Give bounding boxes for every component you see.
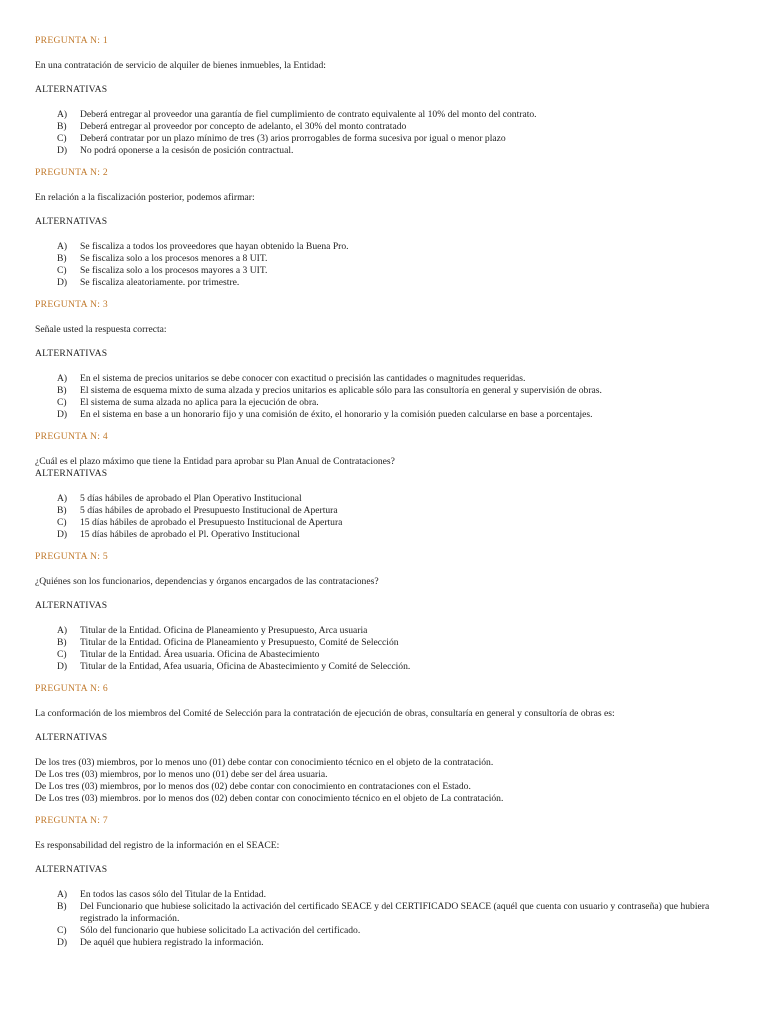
alternative-text: En todos las casos sólo del Titular de la Entidad. bbox=[80, 889, 266, 900]
alternative-item bbox=[57, 661, 748, 673]
alternative-letter: D) bbox=[57, 145, 68, 156]
alternative-item bbox=[57, 901, 748, 925]
alternatives-title: ALTERNATIVAS bbox=[35, 84, 108, 95]
alternative-text: De Los tres (03) miembros. por lo menos dos (02) deben contar con conocimiento técnico en el objeto de La contratación. bbox=[35, 793, 504, 804]
alternative-letter: B) bbox=[57, 253, 67, 264]
alternative-text: El sistema de esquema mixto de suma alzada y precios unitarios es aplicable sólo para las consultoría en general y supervisión de obras. bbox=[80, 385, 602, 396]
question-5 bbox=[35, 551, 748, 673]
question-7 bbox=[35, 815, 748, 949]
alternatives-list bbox=[35, 109, 748, 157]
alternative-letter: A) bbox=[57, 889, 68, 900]
alternatives-title: ALTERNATIVAS bbox=[35, 600, 108, 611]
alternative-text: Titular de la Entidad. Oficina de Planeamiento y Presupuesto, Arca usuaria bbox=[80, 625, 368, 636]
question-text: Es responsabilidad del registro de la información en el SEACE: bbox=[35, 840, 280, 851]
alternatives-title: ALTERNATIVAS bbox=[35, 216, 108, 227]
question-header: PREGUNTA N: 4 bbox=[35, 431, 108, 442]
question-header: PREGUNTA N: 6 bbox=[35, 683, 108, 694]
alternatives-title: ALTERNATIVAS bbox=[35, 468, 108, 479]
question-text: Señale usted la respuesta correcta: bbox=[35, 324, 167, 335]
alternative-text: De aquél que hubiera registrado la información. bbox=[80, 937, 264, 948]
alternative-text: De Los tres (03) miembros, por lo menos dos (02) debe contar con conocimiento en contrataciones con el Estado. bbox=[35, 781, 471, 792]
alternative-text: Titular de la Entidad. Oficina de Planeamiento y Presupuesto, Comité de Selección bbox=[80, 637, 399, 648]
alternative-item bbox=[57, 133, 748, 145]
alternative-item bbox=[57, 241, 748, 253]
alternative-item bbox=[57, 889, 748, 901]
alternative-letter: C) bbox=[57, 133, 67, 144]
alternative-text: De los tres (03) miembros, por lo menos uno (01) debe contar con conocimiento técnico en el objeto de la contratación. bbox=[35, 757, 494, 768]
alternative-item bbox=[57, 925, 748, 937]
alternative-item bbox=[57, 109, 748, 121]
question-text: En relación a la fiscalización posterior, podemos afirmar: bbox=[35, 192, 255, 203]
alternative-item bbox=[57, 385, 748, 397]
question-6 bbox=[35, 683, 748, 805]
alternative-letter: B) bbox=[57, 121, 67, 132]
alternative-item bbox=[57, 409, 748, 421]
alternative-letter: A) bbox=[57, 241, 68, 252]
alternative-letter: A) bbox=[57, 493, 68, 504]
alternative-text: Del Funcionario que hubiese solicitado la activación del certificado SEACE y del CERTIFICADO SEACE (aquél que cuenta con usuario y contraseña) que hubiera registrado la información. bbox=[80, 901, 710, 924]
alternative-item bbox=[57, 625, 748, 637]
question-text: La conformación de los miembros del Comité de Selección para la contratación de ejecución de obras, consultaría en general y consultoría de obras es: bbox=[35, 708, 615, 719]
alternatives-title: ALTERNATIVAS bbox=[35, 348, 108, 359]
alternative-item bbox=[57, 277, 748, 289]
alternative-item bbox=[57, 505, 748, 517]
alternative-letter: D) bbox=[57, 529, 68, 540]
question-text: En una contratación de servicio de alquiler de bienes inmuebles, la Entidad: bbox=[35, 60, 326, 71]
alternative-item bbox=[57, 493, 748, 505]
question-header: PREGUNTA N: 5 bbox=[35, 551, 108, 562]
question-header: PREGUNTA N: 1 bbox=[35, 35, 108, 46]
question-header: PREGUNTA N: 3 bbox=[35, 299, 108, 310]
alternatives-title: ALTERNATIVAS bbox=[35, 732, 108, 743]
alternative-letter: A) bbox=[57, 373, 68, 384]
alternative-letter: C) bbox=[57, 925, 67, 936]
alternative-text: De Los tres (03) miembros, por lo menos uno (01) debe ser del área usuaria. bbox=[35, 769, 328, 780]
alternative-text: No podrá oponerse a la cesisón de posición contractual. bbox=[80, 145, 294, 156]
alternative-item bbox=[57, 265, 748, 277]
alternative-letter: C) bbox=[57, 397, 67, 408]
alternative-text: Se fiscaliza solo a los procesos menores a 8 UIT. bbox=[80, 253, 268, 264]
alternative-text: 5 días hábiles de aprobado el Presupuesto Institucional de Apertura bbox=[80, 505, 338, 516]
alternative-text: Se fiscaliza a todos los proveedores que hayan obtenido la Buena Pro. bbox=[80, 241, 349, 252]
alternatives-list bbox=[35, 493, 748, 541]
alternatives-list bbox=[35, 241, 748, 289]
alternative-letter: D) bbox=[57, 277, 68, 288]
alternative-item bbox=[57, 529, 748, 541]
alternative-item bbox=[57, 145, 748, 157]
alternative-text: Deberá entregar al proveedor por concepto de adelanto, el 30% del monto contratado bbox=[80, 121, 407, 132]
alternative-letter: C) bbox=[57, 649, 67, 660]
alternative-item bbox=[57, 397, 748, 409]
alternative-item bbox=[57, 937, 748, 949]
alternative-text: Se fiscaliza aleatoriamente. por trimestre. bbox=[80, 277, 240, 288]
alternatives-list bbox=[35, 889, 748, 949]
alternative-text: 15 días hábiles de aprobado el Pl. Operativo Institucional bbox=[80, 529, 300, 540]
alternative-letter: A) bbox=[57, 109, 68, 120]
alternative-text: Titular de la Entidad, Afea usuaria, Oficina de Abastecimiento y Comité de Selección. bbox=[80, 661, 411, 672]
alternative-text: Se fiscaliza solo a los procesos mayores a 3 UIT. bbox=[80, 265, 268, 276]
alternatives-list bbox=[35, 757, 748, 805]
alternative-letter: B) bbox=[57, 901, 67, 912]
alternative-letter: B) bbox=[57, 637, 67, 648]
alternative-item bbox=[57, 373, 748, 385]
alternative-text: En el sistema de precios unitarios se debe conocer con exactitud o precisión las cantidades o magnitudes requeridas. bbox=[80, 373, 526, 384]
question-header: PREGUNTA N: 7 bbox=[35, 815, 108, 826]
alternative-text: 5 días hábiles de aprobado el Plan Operativo Institucional bbox=[80, 493, 302, 504]
alternatives-list bbox=[35, 373, 748, 421]
question-text: ¿Cuál es el plazo máximo que tiene la Entidad para aprobar su Plan Anual de Contrataciones? bbox=[35, 456, 395, 467]
alternative-letter: D) bbox=[57, 409, 68, 420]
question-2 bbox=[35, 167, 748, 289]
alternative-item bbox=[57, 637, 748, 649]
question-header: PREGUNTA N: 2 bbox=[35, 167, 108, 178]
question-4 bbox=[35, 431, 748, 541]
alternative-letter: B) bbox=[57, 385, 67, 396]
question-1 bbox=[35, 35, 748, 157]
question-text: ¿Quiénes son los funcionarios, dependencias y órganos encargados de las contrataciones? bbox=[35, 576, 379, 587]
alternative-text: 15 días hábiles de aprobado el Presupuesto Institucional de Apertura bbox=[80, 517, 343, 528]
alternative-text: Sólo del funcionario que hubiese solicitado La activación del certificado. bbox=[80, 925, 361, 936]
alternative-letter: A) bbox=[57, 625, 68, 636]
alternative-text: Deberá contratar por un plazo mínimo de tres (3) arios prorrogables de forma sucesiva por igual o menor plazo bbox=[80, 133, 506, 144]
alternative-item bbox=[57, 253, 748, 265]
alternative-letter: D) bbox=[57, 661, 68, 672]
alternative-item bbox=[57, 517, 748, 529]
alternatives-list bbox=[35, 625, 748, 673]
alternative-text: Titular de la Entidad. Área usuaria. Oficina de Abastecimiento bbox=[80, 649, 320, 660]
alternatives-title: ALTERNATIVAS bbox=[35, 864, 108, 875]
alternative-item bbox=[57, 649, 748, 661]
alternative-letter: D) bbox=[57, 937, 68, 948]
alternative-item bbox=[57, 121, 748, 133]
alternative-text: En el sistema en base a un honorario fijo y una comisión de éxito, el honorario y la comisión pueden calcularse en base a porcentajes. bbox=[80, 409, 593, 420]
alternative-text: Deberá entregar al proveedor una garantía de fiel cumplimiento de contrato equivalente al 10% del monto del contrato. bbox=[80, 109, 537, 120]
alternative-text: El sistema de suma alzada no aplica para la ejecución de obra. bbox=[80, 397, 319, 408]
alternative-letter: B) bbox=[57, 505, 67, 516]
alternative-letter: C) bbox=[57, 265, 67, 276]
question-3 bbox=[35, 299, 748, 421]
alternative-letter: C) bbox=[57, 517, 67, 528]
